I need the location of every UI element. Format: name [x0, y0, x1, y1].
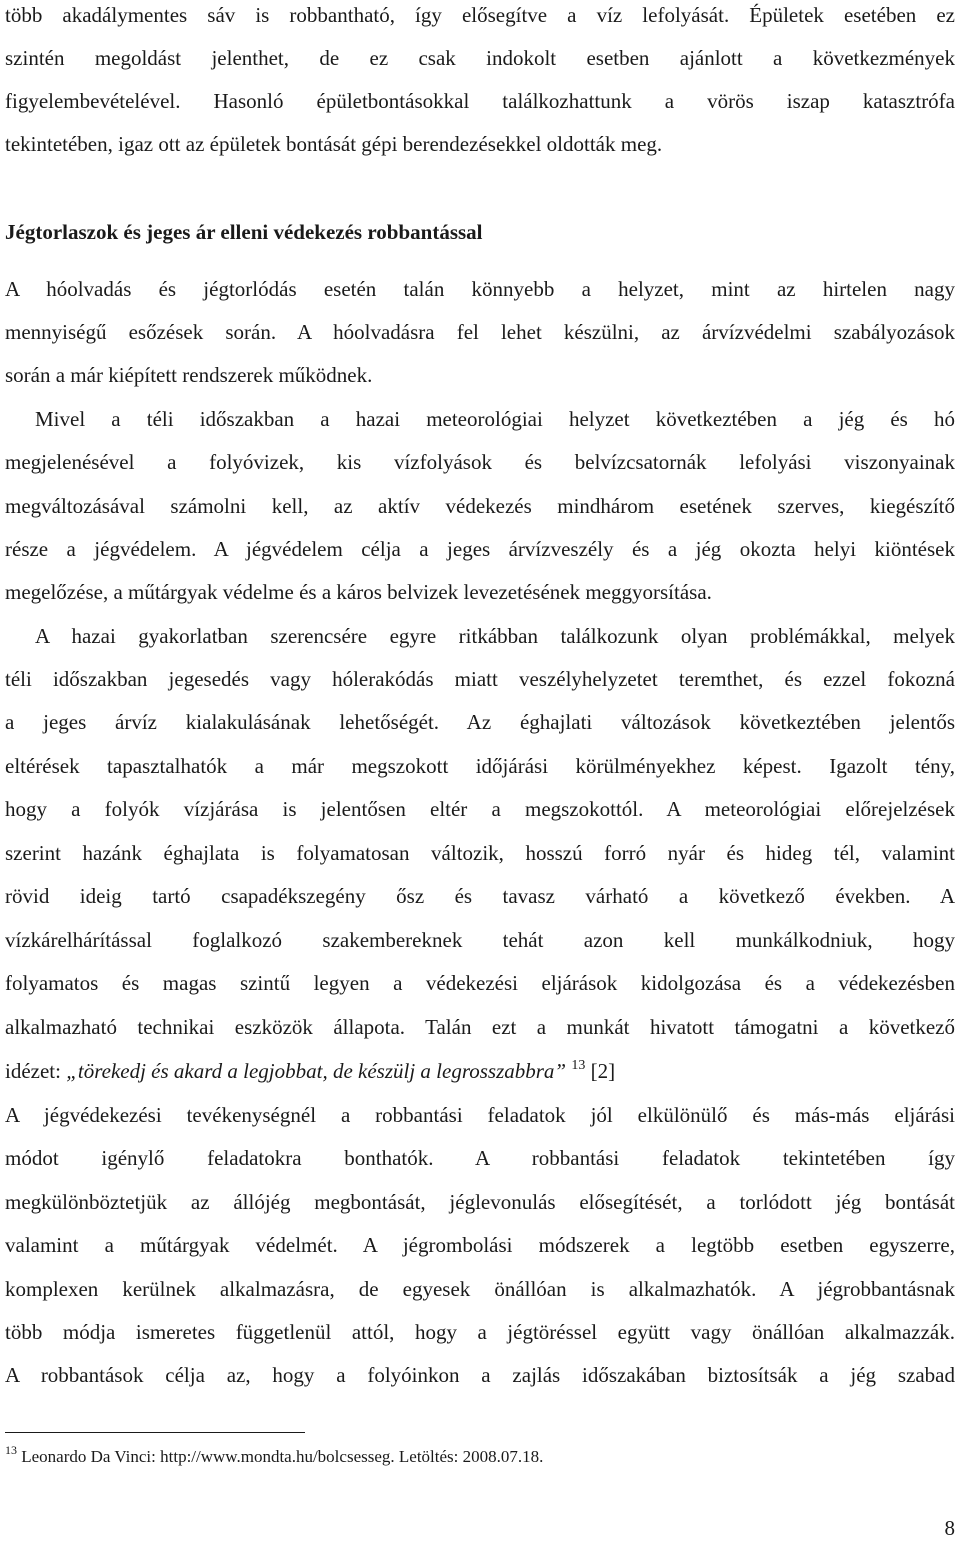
body-line: megelőzése, a műtárgyak védelme és a káros belvizek levezetésének meggyorsítása.: [5, 580, 712, 604]
body-line: megkülönböztetjük az állójég megbontását, jéglevonulás elősegítését, a torlódott jég bontását: [5, 1190, 955, 1214]
footnote-divider: [5, 1432, 305, 1433]
quote-line: [5, 1058, 955, 1084]
body-line: valamint a műtárgyak védelmét. A jégrombolási módszerek a legtöbb esetben egyszerre,: [5, 1233, 955, 1257]
citation-reference: [2]: [585, 1059, 616, 1083]
body-line: folyamatos és magas szintű legyen a védekezési eljárások kidolgozása és a védekezésben: [5, 971, 955, 995]
footnote: [5, 1442, 543, 1473]
body-line: A jégvédekezési tevékenységnél a robbantási feladatok jól elkülönülő és más-más eljárási: [5, 1103, 955, 1127]
footnote-reference[interactable]: 13: [571, 1058, 586, 1073]
body-line: alkalmazható technikai eszközök állapota. Talán ezt a munkát hivatott támogatni a következő: [5, 1015, 955, 1039]
body-line: A hóolvadás és jégtorlódás esetén talán könnyebb a helyzet, mint az hirtelen nagy: [5, 277, 955, 301]
body-line: mennyiségű esőzések során. A hóolvadásra fel lehet készülni, az árvízvédelmi szabályozások: [5, 320, 955, 344]
body-line: szerint hazánk éghajlata is folyamatosan változik, hosszú forró nyár és hideg tél, valamint: [5, 841, 955, 865]
body-line: rövid ideig tartó csapadékszegény ősz és tavasz várható a következő években. A: [5, 884, 955, 908]
body-line: komplexen kerülnek alkalmazásra, de egyesek önállóan is alkalmazhatók. A jégrobbantásnak: [5, 1277, 955, 1301]
quote-prefix: idézet:: [5, 1059, 67, 1083]
section-heading: Jégtorlaszok és jeges ár elleni védekezés robbantással: [5, 220, 483, 244]
body-line: szintén megoldást jelenthet, de ez csak indokolt esetben ajánlott a következmények: [5, 46, 955, 70]
footnote-number: 13: [5, 1443, 17, 1457]
body-line: módot igénylő feladatokra bonthatók. A robbantási feladatok tekintetében így: [5, 1146, 955, 1170]
body-line: téli időszakban jegesedés vagy hólerakódás miatt veszélyhelyzetet teremthet, és ezzel fokozná: [5, 667, 955, 691]
body-line: A robbantások célja az, hogy a folyóinkon a zajlás időszakában biztosítsák a jég szabad: [5, 1363, 955, 1387]
body-line: része a jégvédelem. A jégvédelem célja a jeges árvízveszély és a jég okozta helyi kiöntések: [5, 537, 955, 561]
body-line: során a már kiépített rendszerek működnek.: [5, 363, 373, 387]
footnote-text: Leonardo Da Vinci: http://www.mondta.hu/bolcsesseg. Letöltés: 2008.07.18.: [17, 1447, 544, 1466]
body-line: figyelembevételével. Hasonló épületbontásokkal találkozhattunk a vörös iszap katasztrófa: [5, 89, 955, 113]
body-line: több módja ismeretes függetlenül attól, hogy a jégtöréssel együtt vagy önállóan alkalmazzák.: [5, 1320, 955, 1344]
body-line: megjelenésével a folyóvizek, kis vízfolyások és belvízcsatornák lefolyási viszonyainak: [5, 450, 955, 474]
body-line: hogy a folyók vízjárása is jelentősen eltér a megszokottól. A meteorológiai előrejelzések: [5, 797, 955, 821]
quote-text: „törekedj és akard a legjobbat, de készülj a legrosszabbra”: [66, 1059, 567, 1083]
body-line: több akadálymentes sáv is robbantható, így elősegítve a víz lefolyását. Épületek esetében ez: [5, 3, 955, 27]
body-line: a jeges árvíz kialakulásának lehetőségét. Az éghajlati változások következtében jelentős: [5, 710, 955, 734]
body-line: tekintetében, igaz ott az épületek bontását gépi berendezésekkel oldották meg.: [5, 132, 663, 156]
body-line: megváltozásával számolni kell, az aktív védekezés mindhárom esetének szerves, kiegészítő: [5, 494, 955, 518]
body-line: eltérések tapasztalhatók a már megszokott időjárási körülményekhez képest. Igazolt tény,: [5, 754, 955, 778]
body-line: vízkárelhárítással foglalkozó szakembereknek tehát azon kell munkálkodniuk, hogy: [5, 928, 955, 952]
page-number: 8: [944, 1516, 955, 1540]
body-line: Mivel a téli időszakban a hazai meteorológiai helyzet következtében a jég és hó: [35, 407, 955, 431]
body-line: A hazai gyakorlatban szerencsére egyre ritkábban találkozunk olyan problémákkal, melyek: [35, 624, 955, 648]
